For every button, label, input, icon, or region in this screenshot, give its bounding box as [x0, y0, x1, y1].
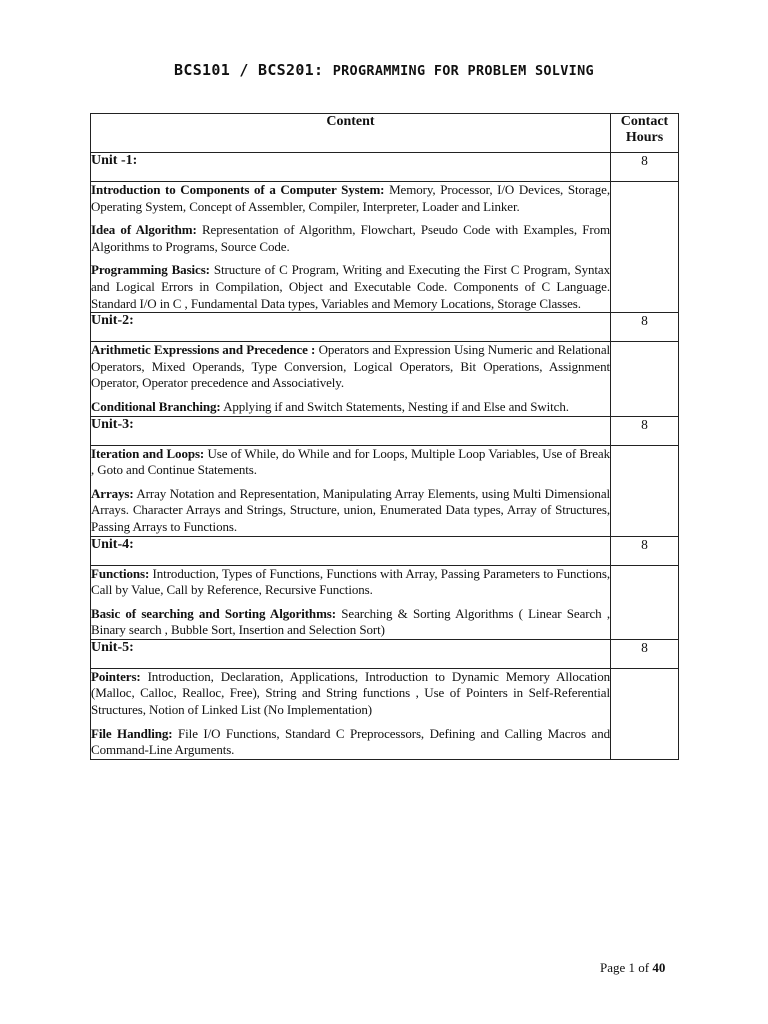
unit-label: Unit-3:	[91, 416, 611, 445]
contact-hours-header-line1: Contact	[620, 114, 669, 129]
unit-content	[91, 445, 611, 536]
page-footer	[600, 960, 665, 976]
topic-heading: Arithmetic Expressions and Precedence :	[91, 342, 316, 358]
topic-paragraph	[91, 726, 610, 759]
unit-header-row	[91, 416, 679, 445]
unit-label: Unit-2:	[91, 313, 611, 342]
topic-text: File I/O Functions, Standard C Preprocessors, Defining and Calling Macros and Command-Line Arguments.	[91, 725, 610, 758]
page-word: Page	[600, 960, 626, 975]
topic-heading: Introduction to Components of a Computer System:	[91, 182, 385, 197]
unit-hours: 8	[611, 153, 679, 182]
unit-header-row	[91, 313, 679, 342]
topic-paragraph	[91, 399, 610, 416]
topic-paragraph	[91, 262, 610, 312]
unit-hours: 8	[611, 416, 679, 445]
topic-heading: Functions:	[91, 565, 150, 581]
topic-paragraph	[91, 182, 610, 215]
topic-heading: Pointers:	[91, 668, 141, 684]
units-body	[91, 153, 679, 760]
unit-label: Unit-5:	[91, 639, 611, 668]
unit-header-row	[91, 153, 679, 182]
unit-hours-blank	[611, 668, 679, 759]
topic-heading: Iteration and Loops:	[91, 445, 205, 461]
topic-text: Structure of C Program, Writing and Executing the First C Program, Syntax and Logical Errors in Compilation, Object and Executable Code. Components of C Language. Standard I/O in C , Fundamental Data types, Variables and Memory Locations, Storage Classes.	[91, 262, 610, 311]
page-title	[0, 61, 768, 79]
topic-text: Searching & Sorting Algorithms ( Linear Search , Binary search , Bubble Sort, Insertion and Selection Sort)	[91, 605, 610, 638]
unit-content	[91, 668, 611, 759]
unit-header-row	[91, 536, 679, 565]
topic-text: Operators and Expression Using Numeric and Relational Operators, Mixed Operands, Type Conversion, Logical Operators, Bit Operations, Assignment Operator, Operator precedence and Associatively.	[91, 342, 611, 391]
topic-text: Memory, Processor, I/O Devices, Storage, Operating System, Concept of Assembler, Compiler, Interpreter, Loader and Linker.	[91, 182, 610, 214]
topic-heading: Programming Basics:	[91, 262, 210, 278]
unit-content-row	[91, 565, 679, 639]
of-word: of	[638, 960, 650, 975]
unit-hours-blank	[611, 565, 679, 639]
unit-content	[91, 182, 611, 313]
topic-paragraph	[91, 342, 610, 392]
topic-text: Applying if and Switch Statements, Nesting if and Else and Switch.	[220, 398, 569, 414]
unit-header-row	[91, 639, 679, 668]
topic-text: Introduction, Declaration, Applications, Introduction to Dynamic Memory Allocation (Malloc, Calloc, Realloc, Free), String and String functions , Use of Pointers in Self-Referential Structures, Notion of Linked List (No Implementation)	[91, 668, 610, 718]
page-number: 1	[628, 960, 636, 975]
topic-paragraph	[91, 446, 610, 479]
unit-content	[91, 565, 611, 639]
topic-paragraph	[91, 606, 610, 639]
topic-heading: File Handling:	[91, 725, 173, 741]
unit-content-row	[91, 668, 679, 759]
topic-heading: Conditional Branching:	[91, 398, 221, 414]
topic-paragraph	[91, 566, 610, 599]
contact-hours-header	[611, 114, 679, 153]
content-header: Content	[91, 114, 611, 153]
topic-text: Introduction, Types of Functions, Functions with Array, Passing Parameters to Functions, Call by Value, Call by Reference, Recursive Functions.	[91, 565, 610, 598]
topic-paragraph	[91, 669, 610, 719]
unit-hours: 8	[611, 536, 679, 565]
topic-paragraph	[91, 222, 610, 255]
topic-text: Representation of Algorithm, Flowchart, Pseudo Code with Examples, From Algorithms to Programs, Source Code.	[91, 222, 610, 254]
unit-content	[91, 342, 611, 416]
topic-text: Array Notation and Representation, Manipulating Array Elements, using Multi Dimensional Arrays. Character Arrays and Strings, Structure, union, Enumerated Data types, Array of Structures, Passing Arrays to Functions.	[91, 485, 610, 534]
table-header-row	[91, 114, 679, 153]
unit-hours: 8	[611, 313, 679, 342]
syllabus-table	[90, 113, 679, 760]
unit-content-row	[91, 342, 679, 416]
total-pages: 40	[652, 960, 666, 975]
contact-hours-header-line2: Hours	[625, 130, 664, 145]
topic-paragraph	[91, 486, 610, 536]
topic-heading: Basic of searching and Sorting Algorithms:	[91, 605, 336, 621]
unit-label: Unit-4:	[91, 536, 611, 565]
unit-hours-blank	[611, 342, 679, 416]
topic-heading: Arrays:	[91, 485, 134, 501]
unit-label: Unit -1:	[91, 153, 611, 182]
unit-content-row	[91, 182, 679, 313]
unit-hours-blank	[611, 182, 679, 313]
unit-hours-blank	[611, 445, 679, 536]
course-code: BCS101 / BCS201:	[174, 61, 324, 79]
unit-content-row	[91, 445, 679, 536]
unit-hours: 8	[611, 639, 679, 668]
topic-text: Use of While, do While and for Loops, Multiple Loop Variables, Use of Break , Goto and Continue Statements.	[91, 445, 610, 478]
course-name: PROGRAMMING FOR PROBLEM SOLVING	[332, 63, 594, 79]
topic-heading: Idea of Algorithm:	[91, 222, 197, 238]
